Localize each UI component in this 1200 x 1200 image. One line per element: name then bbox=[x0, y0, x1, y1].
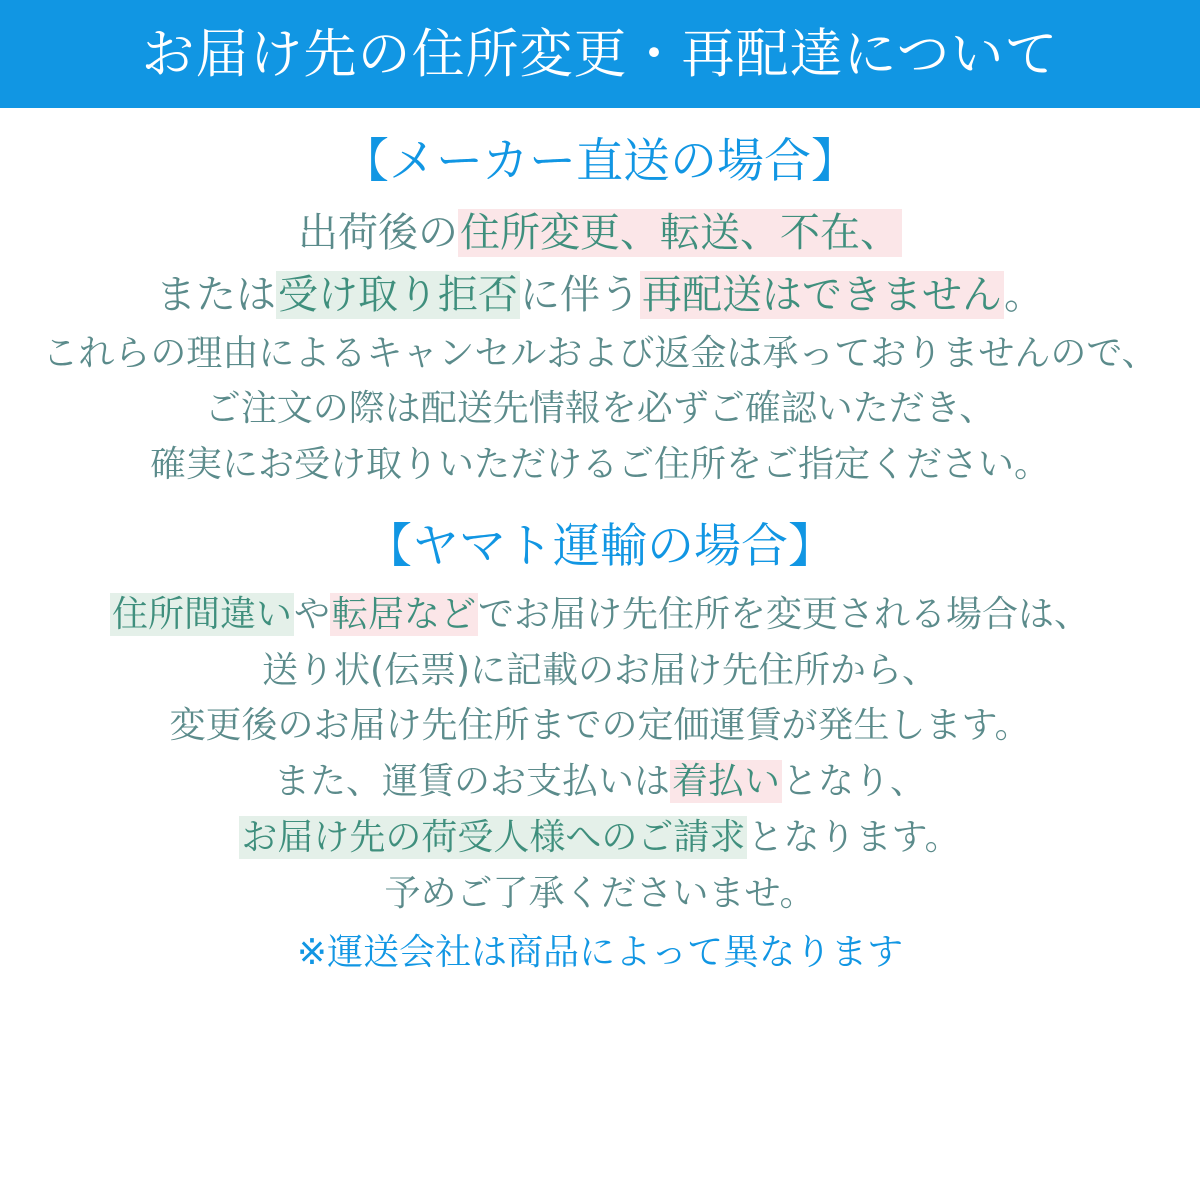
text-span-highlight: 住所間違い bbox=[111, 593, 292, 635]
page-title: お届け先の住所変更・再配達について bbox=[141, 23, 1059, 85]
section-body-yamato bbox=[0, 587, 1200, 922]
text-span: となり、 bbox=[782, 761, 927, 803]
text-span: でお届け先住所を変更される場合は、 bbox=[478, 593, 1091, 635]
text-span: や bbox=[293, 593, 330, 635]
text-line bbox=[0, 754, 1200, 810]
notice-body bbox=[0, 136, 1200, 976]
text-line bbox=[0, 264, 1200, 326]
text-span-highlight: 転居など bbox=[332, 593, 477, 635]
section-body-maker-direct-note bbox=[0, 326, 1200, 493]
text-line bbox=[0, 202, 1200, 264]
text-line: 予めご了承くださいませ。 bbox=[384, 872, 816, 914]
text-line bbox=[0, 810, 1200, 866]
text-span: に伴う bbox=[520, 271, 640, 318]
section-heading-yamato: 【ヤマト運輸の場合】 bbox=[365, 519, 835, 575]
text-line: 送り状(伝票)に記載のお届け先住所から、 bbox=[261, 649, 939, 691]
text-line: 確実にお受け取りいただけるご住所をご指定ください。 bbox=[149, 444, 1050, 486]
section-body-maker-direct bbox=[0, 202, 1200, 326]
text-line: 変更後のお届け先住所までの定価運賃が発生します。 bbox=[169, 705, 1031, 747]
text-line bbox=[0, 587, 1200, 643]
footnote: ※運送会社は商品によって異なります bbox=[296, 931, 904, 973]
text-span-highlight: 住所変更、転送、不在、 bbox=[460, 209, 900, 256]
text-span-highlight: 着払い bbox=[671, 761, 780, 803]
text-span: また、運賃のお支払いは bbox=[273, 761, 670, 803]
spacer bbox=[0, 922, 1200, 930]
text-line: これらの理由によるキャンセルおよび返金は承っておりませんので、 bbox=[42, 332, 1158, 374]
text-line: ご注文の際は配送先情報を必ずご確認いただき、 bbox=[204, 388, 996, 430]
header-banner bbox=[0, 0, 1200, 108]
text-span-highlight: 受け取り拒否 bbox=[278, 271, 518, 318]
section-heading-maker-direct: 【メーカー直送の場合】 bbox=[341, 134, 859, 189]
text-span-highlight: お届け先の荷受人様へのご請求 bbox=[241, 816, 746, 858]
text-span: または bbox=[156, 271, 276, 318]
text-span-highlight: 再配送はできません bbox=[642, 271, 1002, 318]
text-span: 。 bbox=[1004, 271, 1044, 318]
text-span: となります。 bbox=[747, 816, 961, 858]
text-span: 出荷後の bbox=[298, 209, 458, 256]
